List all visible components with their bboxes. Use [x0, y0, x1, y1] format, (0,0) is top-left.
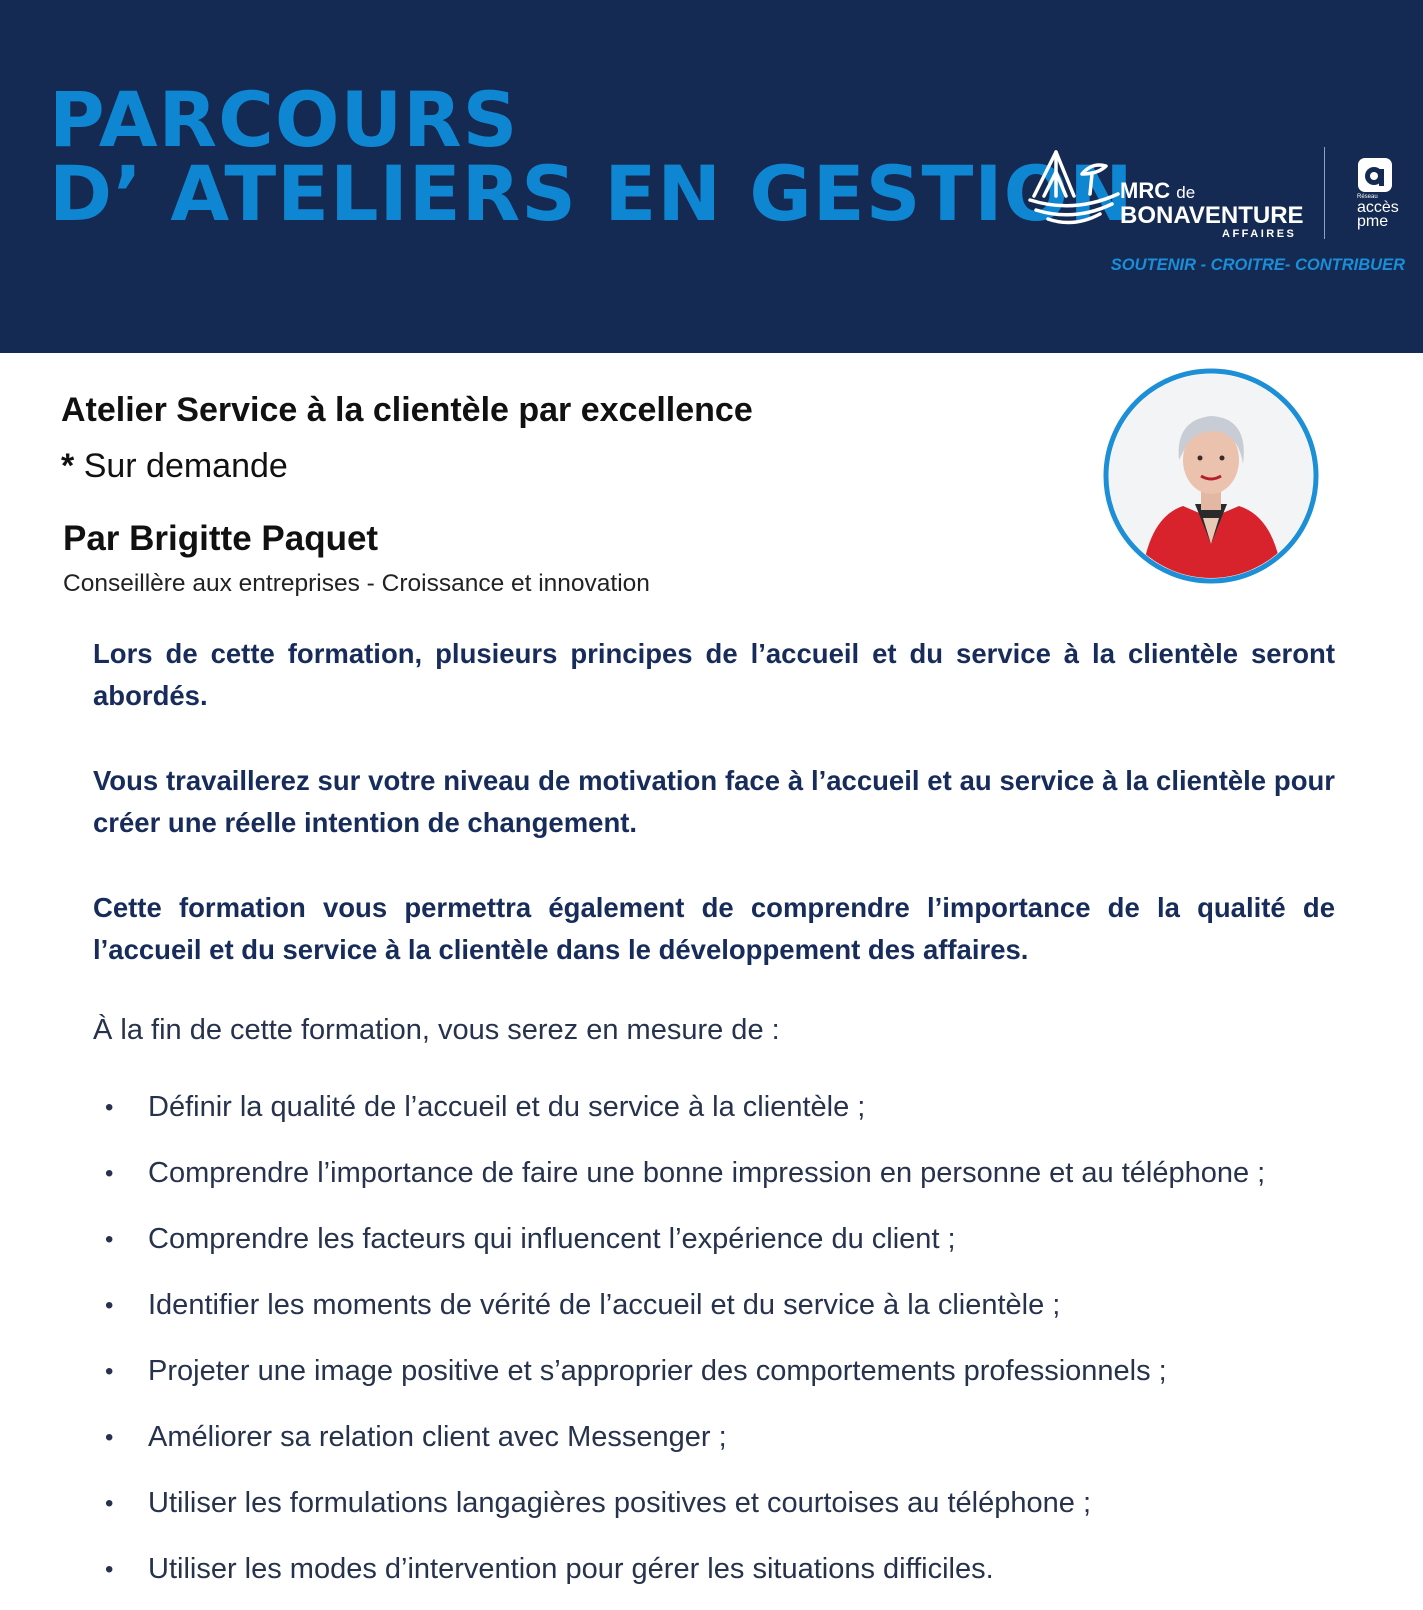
- logo-divider: [1324, 147, 1325, 239]
- bullet-icon: •: [105, 1424, 114, 1451]
- bullet-icon: •: [105, 1358, 114, 1385]
- header-banner: [0, 0, 1423, 353]
- presenter-portrait-icon: [1103, 368, 1319, 584]
- presenter-name: Par Brigitte Paquet: [63, 519, 379, 558]
- list-item: • Comprendre l’importance de faire une bonne impression en personne et au téléphone ;: [105, 1147, 1335, 1200]
- list-item: • Projeter une image positive et s’approprier des comportements professionnels ;: [105, 1345, 1335, 1398]
- description-paragraph-2: Vous travaillerez sur votre niveau de motivation face à l’accueil et au service à la clientèle pour créer une réelle intention de changement.: [93, 765, 1335, 838]
- slogan: SOUTENIR - CROITRE- CONTRIBUER: [1110, 256, 1405, 274]
- bullet-icon: •: [105, 1226, 114, 1253]
- bullet-icon: •: [105, 1292, 114, 1319]
- list-item: • Améliorer sa relation client avec Messenger ;: [105, 1411, 1335, 1464]
- bullet-icon: •: [105, 1490, 114, 1517]
- description-paragraph-1: Lors de cette formation, plusieurs principes de l’accueil et du service à la clientèle seront abordés.: [93, 638, 1335, 711]
- logo-affaires-label: AFFAIRES: [1222, 228, 1297, 240]
- mrc-bonaventure-logo-icon: [1026, 144, 1122, 228]
- objectives-intro: À la fin de cette formation, vous serez en mesure de :: [93, 1014, 780, 1046]
- list-item: • Identifier les moments de vérité de l’accueil et du service à la clientèle ;: [105, 1279, 1335, 1332]
- list-item: • Utiliser les formulations langagières positives et courtoises au téléphone ;: [105, 1477, 1335, 1530]
- logo-mrc-label: MRC de: [1120, 178, 1196, 203]
- logo-reseau-label: Réseau: [1357, 194, 1378, 200]
- logo-bonaventure-label: BONAVENTURE: [1120, 202, 1304, 229]
- description-paragraph-3: Cette formation vous permettra également de comprendre l’importance de la qualité de l’accueil et du service à la clientèle dans le développement des affaires.: [93, 892, 1335, 965]
- list-item: • Utiliser les modes d’intervention pour gérer les situations difficiles.: [105, 1543, 1335, 1596]
- banner-title-line-2: D’ ATELIERS EN GESTION: [49, 149, 1134, 238]
- bullet-icon: •: [105, 1160, 114, 1187]
- presenter-role: Conseillère aux entreprises - Croissance et innovation: [63, 570, 650, 597]
- banner-title-line-1: PARCOURS: [49, 75, 519, 164]
- list-item: • Définir la qualité de l’accueil et du service à la clientèle ;: [105, 1081, 1335, 1134]
- acces-pme-logo-icon: [1357, 157, 1393, 193]
- availability-note: * Sur demande: [61, 447, 288, 485]
- bullet-icon: •: [105, 1556, 114, 1583]
- bullet-icon: •: [105, 1094, 114, 1121]
- list-item: • Comprendre les facteurs qui influencent l’expérience du client ;: [105, 1213, 1335, 1266]
- objectives-list: [105, 1081, 1335, 1609]
- logo-acces-pme-label: accès pme: [1357, 199, 1399, 231]
- atelier-title: Atelier Service à la clientèle par excellence: [61, 391, 753, 429]
